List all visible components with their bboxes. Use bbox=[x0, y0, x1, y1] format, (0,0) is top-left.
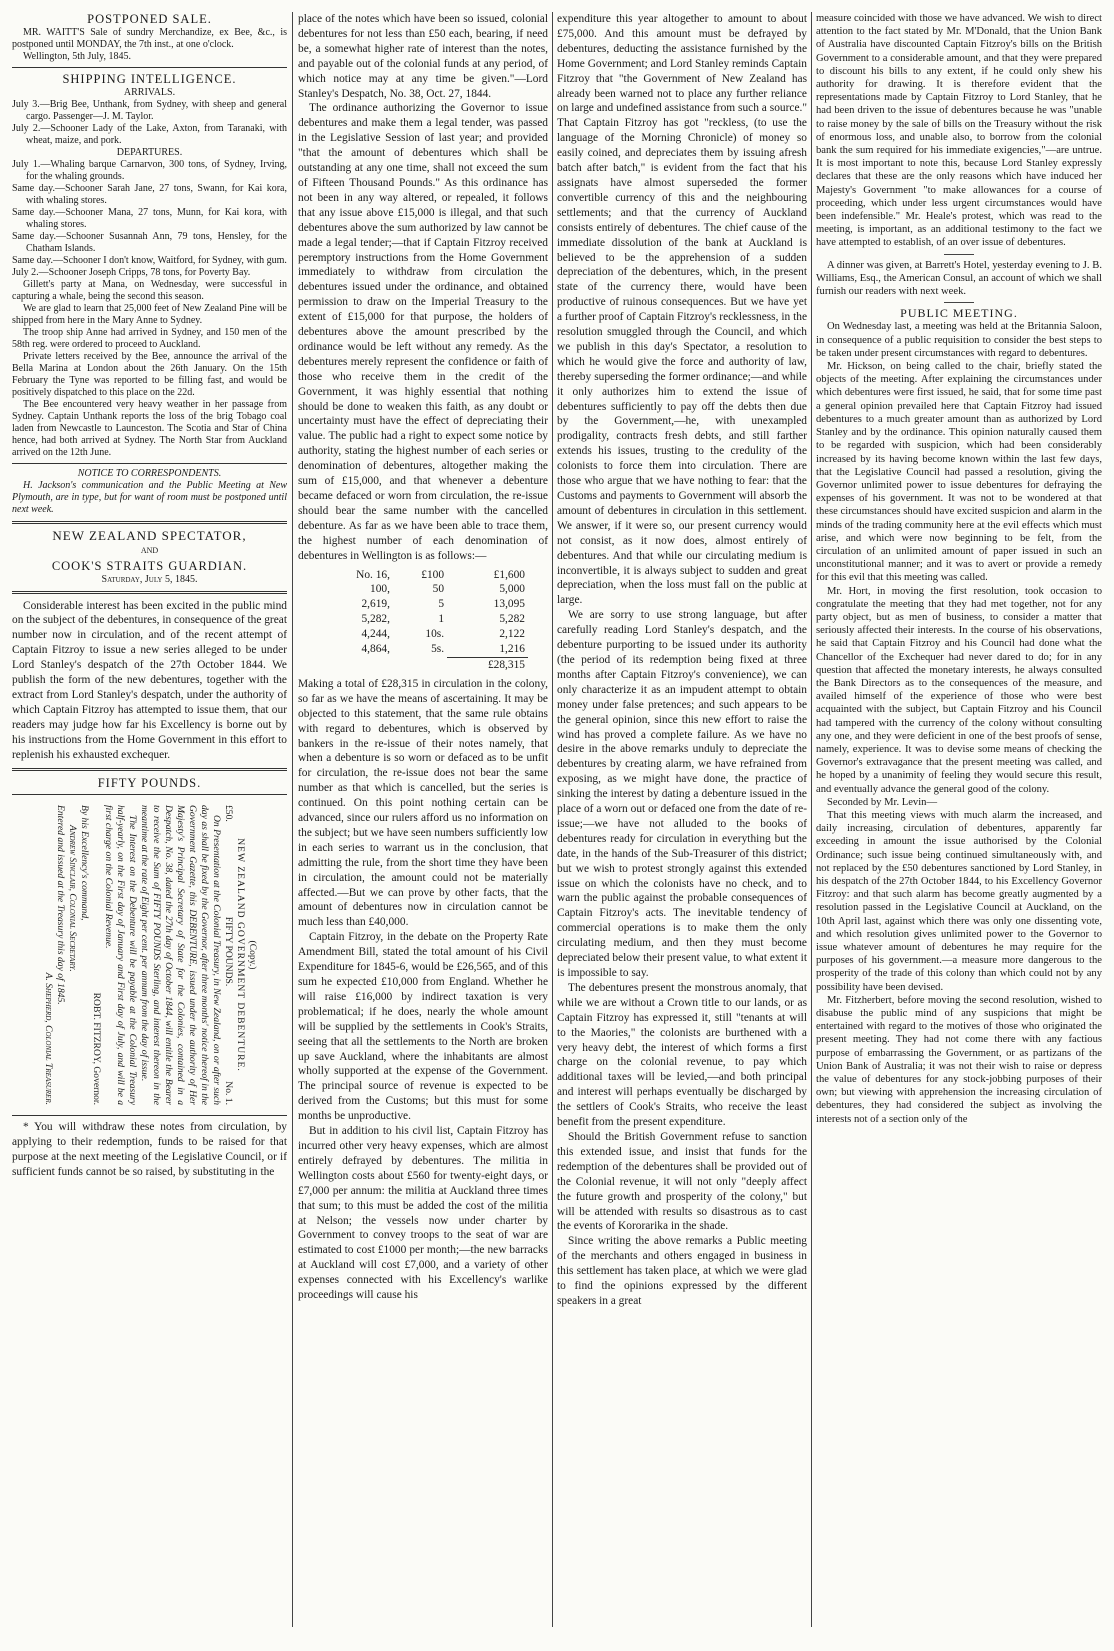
article-paragraph: Making a total of £28,315 in circulation in the colony, so far as we have the means of ascertaining. It may be objected to this statement, that the same rule obtains with regard to debentures, which is observed by bankers in the re-issue of their notes namely, that when a debenture is so worn or defaced as to be unfit for circulation, the re-issue does not bear the same number as that which is cancelled, but the series is continued. On this point nothing certain can be advanced, since our rulers afford us no information on the subject; but we have seen numbers sufficiently low in each series to warrant us in the conclusion, that admitting the rule, from the short time they have been in circulation, the amount could not be materially affected.—But we can prove by other facts, that the amount of debentures now in circulation cannot be much less than £40,000. bbox=[298, 677, 548, 929]
news-item: Private letters received by the Bee, announce the arrival of the Bella Marina at London about the 26th January. On the 15th February the Tyne was reported to be filling fast, and would be positively dispatched to this place on the 22d. bbox=[12, 350, 287, 398]
table-cell: 1 bbox=[438, 613, 445, 626]
debenture-title: NEW ZEALAND GOVERNMENT DEBENTURE. bbox=[234, 838, 246, 1073]
news-item: The Bee encountered very heavy weather in her passage from Sydney. Captain Unthank reports the loss of the brig Tobago coal laden from Newcastle to Launceston. The Scotia and Star of China hence, had both arrived at Sydney. The North Star from Auckland arrived on the 12th June. bbox=[12, 398, 287, 458]
article-paragraph: Should the British Government refuse to sanction this extended issue, and insist that funds for the redemption of the debentures shall be provided out of the Colonial revenue, it will not only "deeply affect the future growth and prosperity of the colony," but will be attended with results so disastrous as to cast the events of Kororarika in the shade. bbox=[557, 1130, 807, 1233]
departure-item: July 2.—Schooner Joseph Cripps, 78 tons, for Poverty Bay. bbox=[12, 266, 251, 278]
table-row bbox=[318, 582, 528, 597]
meeting-paragraph: Mr. Fitzherbert, before moving the second resolution, wished to disabuse the public mind of any suspicions that might be entertained with regard to the motives of those who originated the present meeting. They had not come there with any factious purpose of embarrassing the Government, or as partizans of the Union Bank of Australia; it was not their wish to raise or depress the value of debentures for any stock-jobbing purposes of their own; but viewing with apprehension the increasing circulation of debentures, they had considered the subject as involving the interests not of a section only of the bbox=[816, 994, 1102, 1125]
article-paragraph: The debentures present the monstrous anomaly, that while we are without a Crown title to our lands, or as Captain Fitzroy has expressed it, still "tenants at will to the Maories," the colonists are burthened with a very heavy debt, the interest of which forms a first charge on the colonial revenue, to pay which additional taxes will be levied,—and both principal and interest will perhaps eventually be discharged by the settlers of Cook's Straits, who receive the least benefit from the present expenditure. bbox=[557, 981, 807, 1129]
table-cell: 50 bbox=[432, 583, 445, 596]
arrival-item: July 3.—Brig Bee, Unthank, from Sydney, with sheep and general cargo. Passenger—J. M. Taylor. bbox=[12, 98, 287, 122]
meeting-paragraph: Seconded by Mr. Levin— bbox=[827, 796, 938, 808]
table-cell: £100 bbox=[421, 568, 445, 581]
public-meeting-title: PUBLIC MEETING. bbox=[900, 306, 1018, 321]
article-paragraph: Captain Fitzroy, in the debate on the Property Rate Amendment Bill, stated the total amount of his Civil Expenditure for 1845-6, would be £26,565, and of this sum he expected £10,000 from England. Whether he will raise £16,000 by indirect taxation is very problematical; if he does, nearly the whole amount will be supplied by the settlements in Cook's Straits, seeing that all the settlements to the North are broken up save Auckland, where the inhabitants are almost wholly supported at the expense of the Government. The principal source of revenue is expected to be derived from the Customs; but this must for some months be unproductive. bbox=[298, 931, 548, 1123]
table-row bbox=[318, 627, 528, 642]
table-row bbox=[318, 612, 528, 627]
newspaper-page bbox=[12, 12, 1102, 1627]
meeting-paragraph: On Wednesday last, a meeting was held at the Britannia Saloon, in consequence of a public requisition to consider the best steps to be taken under present circumstances with regard to debentures. bbox=[816, 321, 1102, 359]
departure-item: July 1.—Whaling barque Carnarvon, 300 tons, of Sydney, Irving, for the whaling grounds. bbox=[12, 158, 287, 182]
column-divider bbox=[552, 12, 553, 1627]
news-item: We are glad to learn that 25,000 feet of New Zealand Pine will be shipped from here in the Mary Anne to Sydney. bbox=[12, 302, 287, 326]
masthead-title: NEW ZEALAND SPECTATOR, bbox=[52, 527, 247, 543]
column-4 bbox=[816, 12, 1102, 1627]
debenture-treasurer: A. Shepherd, Colonial Treasurer. bbox=[42, 972, 54, 1106]
debenture-table bbox=[318, 568, 528, 673]
table-cell: £1,600 bbox=[493, 568, 525, 581]
table-cell: 100, bbox=[370, 583, 390, 596]
article-paragraph: We are sorry to use strong language, but after carefully reading Lord Stanley's despatch, and the debenture purporting to be issued under its authority (the period of its redemption being fixed at three months after Captain Fitzroy's convenience), we can only characterize it as an impudent attempt to obtain money under false pretences; and such appears to be the general opinion, since this new effort to raise the wind has proved a complete failure. As we have no desire in the above remarks unduly to depreciate the debentures by creating alarm, we have refrained from exposing, as we might have done, the practice of sinking the interest by dating a debenture issued in the place of a worn out or defaced one from the date of re-issue;—we have not alluded to the books of debentures ready for circulation in everything but the date, in the hands of the Sub-Treasurer of this district; but we wish to protest strongly against this extended issue on which the colonists have no check, and to warn the public against the probable consequences of Captain Fitzroy's acts. The inevitable tendency of commercial operations is to make them the only circulating medium, and then they must become depreciated below their present value, to what extent it is impossible to say. bbox=[557, 609, 807, 979]
lead-article: Considerable interest has been excited in the public mind on the subject of the debentures, in consequence of the great number now in circulation, and of the recent attempt of Captain Fitzroy to issue a new series alleged to be under Lord Stanley's despatch of the 27th October 1844. We publish the form of the new debentures, together with the extract from Lord Stanley's despatch, under the authority of which Captain Fitzroy has attempted to issue them, that our readers may judge how far his Excellency is borne out by his instructions from the Home Government in this effort to replenish his exhausted exchequer. bbox=[12, 599, 287, 761]
debenture-rotated-text bbox=[42, 805, 258, 1105]
news-item: The troop ship Anne had arrived in Sydney, and 150 men of the 58th reg. were ordered to proceed to Auckland. bbox=[12, 326, 287, 350]
column-divider bbox=[811, 12, 812, 1627]
notice-body: H. Jackson's communication and the Public Meeting at New Plymouth, are in type, but for want of room must be postponed until next week. bbox=[12, 479, 287, 515]
table-cell: 5,000 bbox=[499, 583, 525, 596]
table-cell: 10s. bbox=[425, 628, 445, 641]
table-cell: 4,864, bbox=[361, 643, 390, 656]
masthead-and: AND bbox=[140, 545, 159, 555]
column-1 bbox=[12, 12, 287, 1627]
debenture-number: No. 1. bbox=[222, 1081, 234, 1106]
table-cell: 1,216 bbox=[499, 643, 525, 656]
column-2 bbox=[298, 12, 548, 1627]
debenture-command: By his Excellency's command, bbox=[78, 805, 90, 921]
news-item: Gillett's party at Mana, on Wednesday, were successful in capturing a whale, being the second this season. bbox=[12, 278, 287, 302]
table-total: £28,315 bbox=[447, 657, 528, 672]
table-row bbox=[318, 568, 528, 583]
postponed-sale-date: Wellington, 5th July, 1845. bbox=[23, 50, 131, 62]
table-cell: 2,619, bbox=[361, 598, 390, 611]
article-paragraph: expenditure this year altogether to amount to about £75,000. And this amount must be defrayed by debentures, deducting the assistance furnished by the Home Government; and Lord Stanley reminds Captain Fitzroy that "the Government of New Zealand has already been warned not to place any further reliance on large and undefined assistance from such a source." That Captain Fitzroy has got "reckless, (to use the language of the Morning Chronicle) of money so easily coined, and depreciates them by issuing afresh batch after batch," is evident from the fact that his assignats have almost superseded the former convertible currency of this and the neighbouring settlements; and that the currency of Auckland consists entirely of debentures. The chief cause of the immediate dissolution of the bank at Auckland is believed to be the apprehension of a sudden depreciation of the debentures, which, in the present state of the currency there, would have been productive of ruinous consequences. But we have yet a further proof of Captain Fitzroy's recklessness, in the resolution smuggled through the Council, and which we publish in this day's Spectator, a resolution to which he would give the force and authority of law, thereby superseding the former ordinance;—and while it only authorizes him to extend the issue of debentures sufficiently to pay off the debts then due by the Government,—he, with unexampled prodigality, contracts fresh debts, and still farther extends his issues, trusting to the credulity of the colonists to force them into circulation. There are those who argue that we have nothing to fear: that the Customs and payments to Government will absorb the amount of debentures in circulation in this settlement. We answer, if it were so, our present currency would not consist, as it now does, almost entirely of debentures. And that while our circulating medium is inconvertible, it is always subject to sudden and great depreciation, when the loss must fall on the public at large. bbox=[557, 13, 807, 607]
debenture-copy: (Copy.) bbox=[246, 940, 258, 970]
table-cell: 5,282 bbox=[499, 613, 525, 626]
masthead-subtitle: COOK'S STRAITS GUARDIAN. bbox=[51, 558, 248, 573]
article-paragraph: place of the notes which have been so issued, colonial debentures for not less than £50 each, bearing, if need be, a somewhat higher rate of interest than the notes, and payable out of the colonial funds at any period, of which notice may at any time be given."—Lord Stanley's Despatch, No. 38, Oct. 27, 1844. bbox=[298, 13, 548, 100]
departure-item: Same day.—Schooner I don't know, Waitford, for Sydney, with gum. bbox=[12, 254, 287, 266]
debenture-amount: £50. bbox=[222, 805, 234, 823]
article-paragraph: But in addition to his civil list, Captain Fitzroy has incurred other very heavy expenses, which are almost entirely defrayed by debentures. The militia in Wellington costs about £560 for twenty-eight days, or £7,000 per annum: the militia at Auckland three times that sum; to this must be added the cost of the militia at Nelson; the vessels now under charter by Government to convey troops to the seat of war are estimated to cost £1000 per month;—the new barracks at Auckland will cost £7,000, and a variety of other expenses connected with his Excellency's warlike proceedings will cause his bbox=[298, 1125, 548, 1302]
debenture-body-1: On Presentation at the Colonial Treasury, in New Zealand, on or after such day as shall be fixed by the Governor, after three months' notice thereof in the Government Gazette, this DEBENTURE, issued under the authority of Her Majesty's Principal Secretary of State for the Colonies, contained in a Despatch, No. 38, dated the 27th day of October 1844, will entitle the Bearer to receive the Sum of FIFTY POUNDS Sterling, and interest thereon in the meantime at the rate of Eight per cent. per annum from the day of issue. bbox=[138, 805, 222, 1106]
meeting-paragraph: That this meeting views with much alarm the increased, and daily increasing, circulation of debentures, apparently far exceeding in amount the issue authorised by the Colonial Ordinance; such issue being continued simultaneously with, and not replaced by the £50 debentures sanctioned by Lord Stanley, in his despatch of the 27th October 1844, to his Excellency Governor Fitzroy: and that such alarm has become greatly augmented by a resolution passed in the Legislative Council at Auckland, on the 10th April last, against which there was only one dissenting vote, and which resolution gives unlimited power to the Governor to issue whatever amount of debentures he may require for the purposes of his government.—a measure more dangerous to the prosperity of the trade of this colony than which could not by any possibility have been devised. bbox=[816, 809, 1102, 993]
table-cell: 13,095 bbox=[493, 598, 525, 611]
table-cell: 2,122 bbox=[499, 628, 525, 641]
postponed-sale-title: POSTPONED SALE. bbox=[87, 12, 212, 26]
article-paragraph: measure coincided with those we have advanced. We wish to direct attention to the fact stated by Mr. M'Donald, that the Union Bank of Australia have discounted Captain Fitzroy's bills on the British Government to a considerable amount, and that they were prepared to discount his bills to any extent, if he could only shew his authority for drawing. It is therefore evident that the representations made by Captain Fitzroy to Lord Stanley, that he had been driven to the issue of debentures because he was "unable to raise money by the sale of bills on the Treasury without the risk of enormous loss, and unable also, to borrow from the colonial bank the sum required for his immediate exigencies,"—are untrue. It is most important to note this, because Lord Stanley expressly declares that these are the only reasons which have induced her Majesty's Government "to make allowances for a course of proceeding, which under less urgent circumstances would have been indefensible." Mr. Heale's protest, which was read to the meeting, is important, as an additional testimony to the fact we have attempted to establish, of an over issue of debentures. bbox=[816, 13, 1102, 249]
debenture-heading: FIFTY POUNDS. bbox=[97, 775, 202, 790]
departures-title: DEPARTURES. bbox=[116, 146, 183, 158]
table-cell: No. 16, bbox=[356, 568, 390, 581]
table-total-row bbox=[318, 657, 528, 672]
table-row bbox=[318, 642, 528, 657]
table-cell: 4,244, bbox=[361, 628, 390, 641]
table-row bbox=[318, 597, 528, 612]
table-cell: 5s. bbox=[431, 643, 445, 656]
despatch-extract: * You will withdraw these notes from circulation, by applying to their redemption, funds to be raised for that purpose at the next meeting of the Legislative Council, or if sufficient funds cannot be so raised, by substituting in the bbox=[12, 1121, 287, 1179]
article-paragraph: The ordinance authorizing the Governor to issue debentures and make them a legal tender, was passed in the Legislative Session of last year; and provided "that the amount of debentures which shall be outstanding at any one time, shall not exceed the sum of Fifteen Thousand Pounds." As this ordinance has not been in any way altered, or repealed, it follows that any issue above £15,000 is illegal, and that such debentures above the sum authorized by law cannot be made a legal tender;—that if Captain Fitzroy received peremptory instructions from the Home Government immediately to withdraw from circulation the debentures issued under the ordinance, and obtained permission to draw on the Imperial Treasury to the extent of £15,000 for that purpose, the holders of debentures above the amount prescribed by the ordinance would be left without any remedy. As the debentures merely represent the confidence or faith of those who receive them in the credit of the Government, it was highly essential that nothing should be done to weaken this faith, as any doubt or uncertainty must have the effect of depreciating their value. The public had a right to expect some notice by authority, stating the highest number of each series or denomination of debentures, altogether making the sum of £15,000, and that whenever a debenture became defaced or worn from circulation, the re-issue should bear the same number with the cancelled debenture. As far as we have been able to trace them, the highest number of each denomination of debentures in Wellington is as follows:— bbox=[298, 102, 548, 562]
article-paragraph: Since writing the above remarks a Public meeting of the merchants and others engaged in business in this settlement has taken place, at which we were glad to find the opinions expressed by the different speakers in a great bbox=[557, 1235, 807, 1307]
debenture-form bbox=[12, 794, 287, 1116]
masthead-date: Saturday, July 5, 1845. bbox=[101, 573, 198, 585]
debenture-body-2: The Interest on the Debenture will be payable at the Colonial Treasury half-yearly, on the First day of January and First day of July, and will be a first charge on the Colonial Revenue. bbox=[102, 805, 138, 1106]
table-cell: 5 bbox=[438, 598, 445, 611]
column-divider bbox=[292, 12, 293, 1627]
postponed-sale-body: MR. WAITT'S Sale of sundry Merchandize, ex Bee, &c., is postponed until MONDAY, the 7th inst., at one o'clock. bbox=[12, 26, 287, 50]
meeting-paragraph: Mr. Hickson, on being called to the chair, briefly stated the objects of the meeting. After explaining the circumstances under which debentures were first issued, he said, that for some time past a general opinion prevailed here that Captain Fitzroy had issued debentures to a much greater amount than as authorized by Lord Stanley and by the ordinance. This opinion naturally caused them to be regarded with suspicion, which had been considerably increased by its having become known within the last few days, that the Legislative Council had passed a resolution, giving the Governor unlimited power to issue debentures for defraying the expenses of his government. It was not to be wondered at that these circumstances should have excited suspicion and alarm in the minds of the trading community here at the evil effects which must arise, and which were now beginning to be felt, from the circulation of an unlimited amount of paper issued in such an unconstitutional manner; and it was to avert or provide a remedy for this evil that this meeting was called. bbox=[816, 361, 1102, 584]
departure-item: Same day.—Schooner Susannah Ann, 79 tons, Hensley, for the Chatham Islands. bbox=[12, 230, 287, 254]
meeting-paragraph: Mr. Hort, in moving the first resolution, took occasion to congratulate the meeting that they had met together, not for any party object, but as men of business, to consider a matter that seriously affected their interests. In the course of his observations, he said that Captain Fitzroy and his Council had done what the Chancellor of the Exchequer had never dared to do; for in any question that affected the monetary interests, he always consulted the Bank Directors as to the consequences of the measure, and availed himself of the experience of those who were best acquainted with the subject, but Captain Fitzroy and his Council had tampered with the currency of the colony without consulting any one, and they were deficient in one of the best proofs of sense, namely, experience. It was to devise some means of checking the Governor's extravagance that the present meeting was called, and he hoped by a unanimity of feeling they would secure this result, and eventually advance the general good of the colony. bbox=[816, 585, 1102, 795]
debenture-fifty: FIFTY POUNDS. bbox=[222, 917, 234, 987]
arrivals-title: ARRIVALS. bbox=[123, 86, 176, 98]
shipping-title: SHIPPING INTELLIGENCE. bbox=[62, 71, 237, 86]
dinner-notice: A dinner was given, at Barrett's Hotel, yesterday evening to J. B. Williams, Esq., the American Consul, an account of which we shall furnish our readers with next week. bbox=[816, 259, 1102, 298]
departure-item: Same day.—Schooner Mana, 27 tons, Munn, for Kai kora, with whaling stores. bbox=[12, 206, 287, 230]
departure-item: Same day.—Schooner Sarah Jane, 27 tons, Swann, for Kai kora, with whaling stores. bbox=[12, 182, 287, 206]
column-3 bbox=[557, 12, 807, 1627]
debenture-entered: Entered and issued at the Treasury this day of 1845. bbox=[54, 805, 66, 1006]
debenture-secretary: Andrew Sinclair, Colonial Secretary. bbox=[66, 825, 78, 973]
table-cell: 5,282, bbox=[361, 613, 390, 626]
debenture-governor: ROBT. FITZROY, Governor. bbox=[90, 993, 102, 1106]
arrival-item: July 2.—Schooner Lady of the Lake, Axton, from Taranaki, with wheat, maize, and pork. bbox=[12, 122, 287, 146]
notice-title: NOTICE TO CORRESPONDENTS. bbox=[77, 467, 222, 479]
